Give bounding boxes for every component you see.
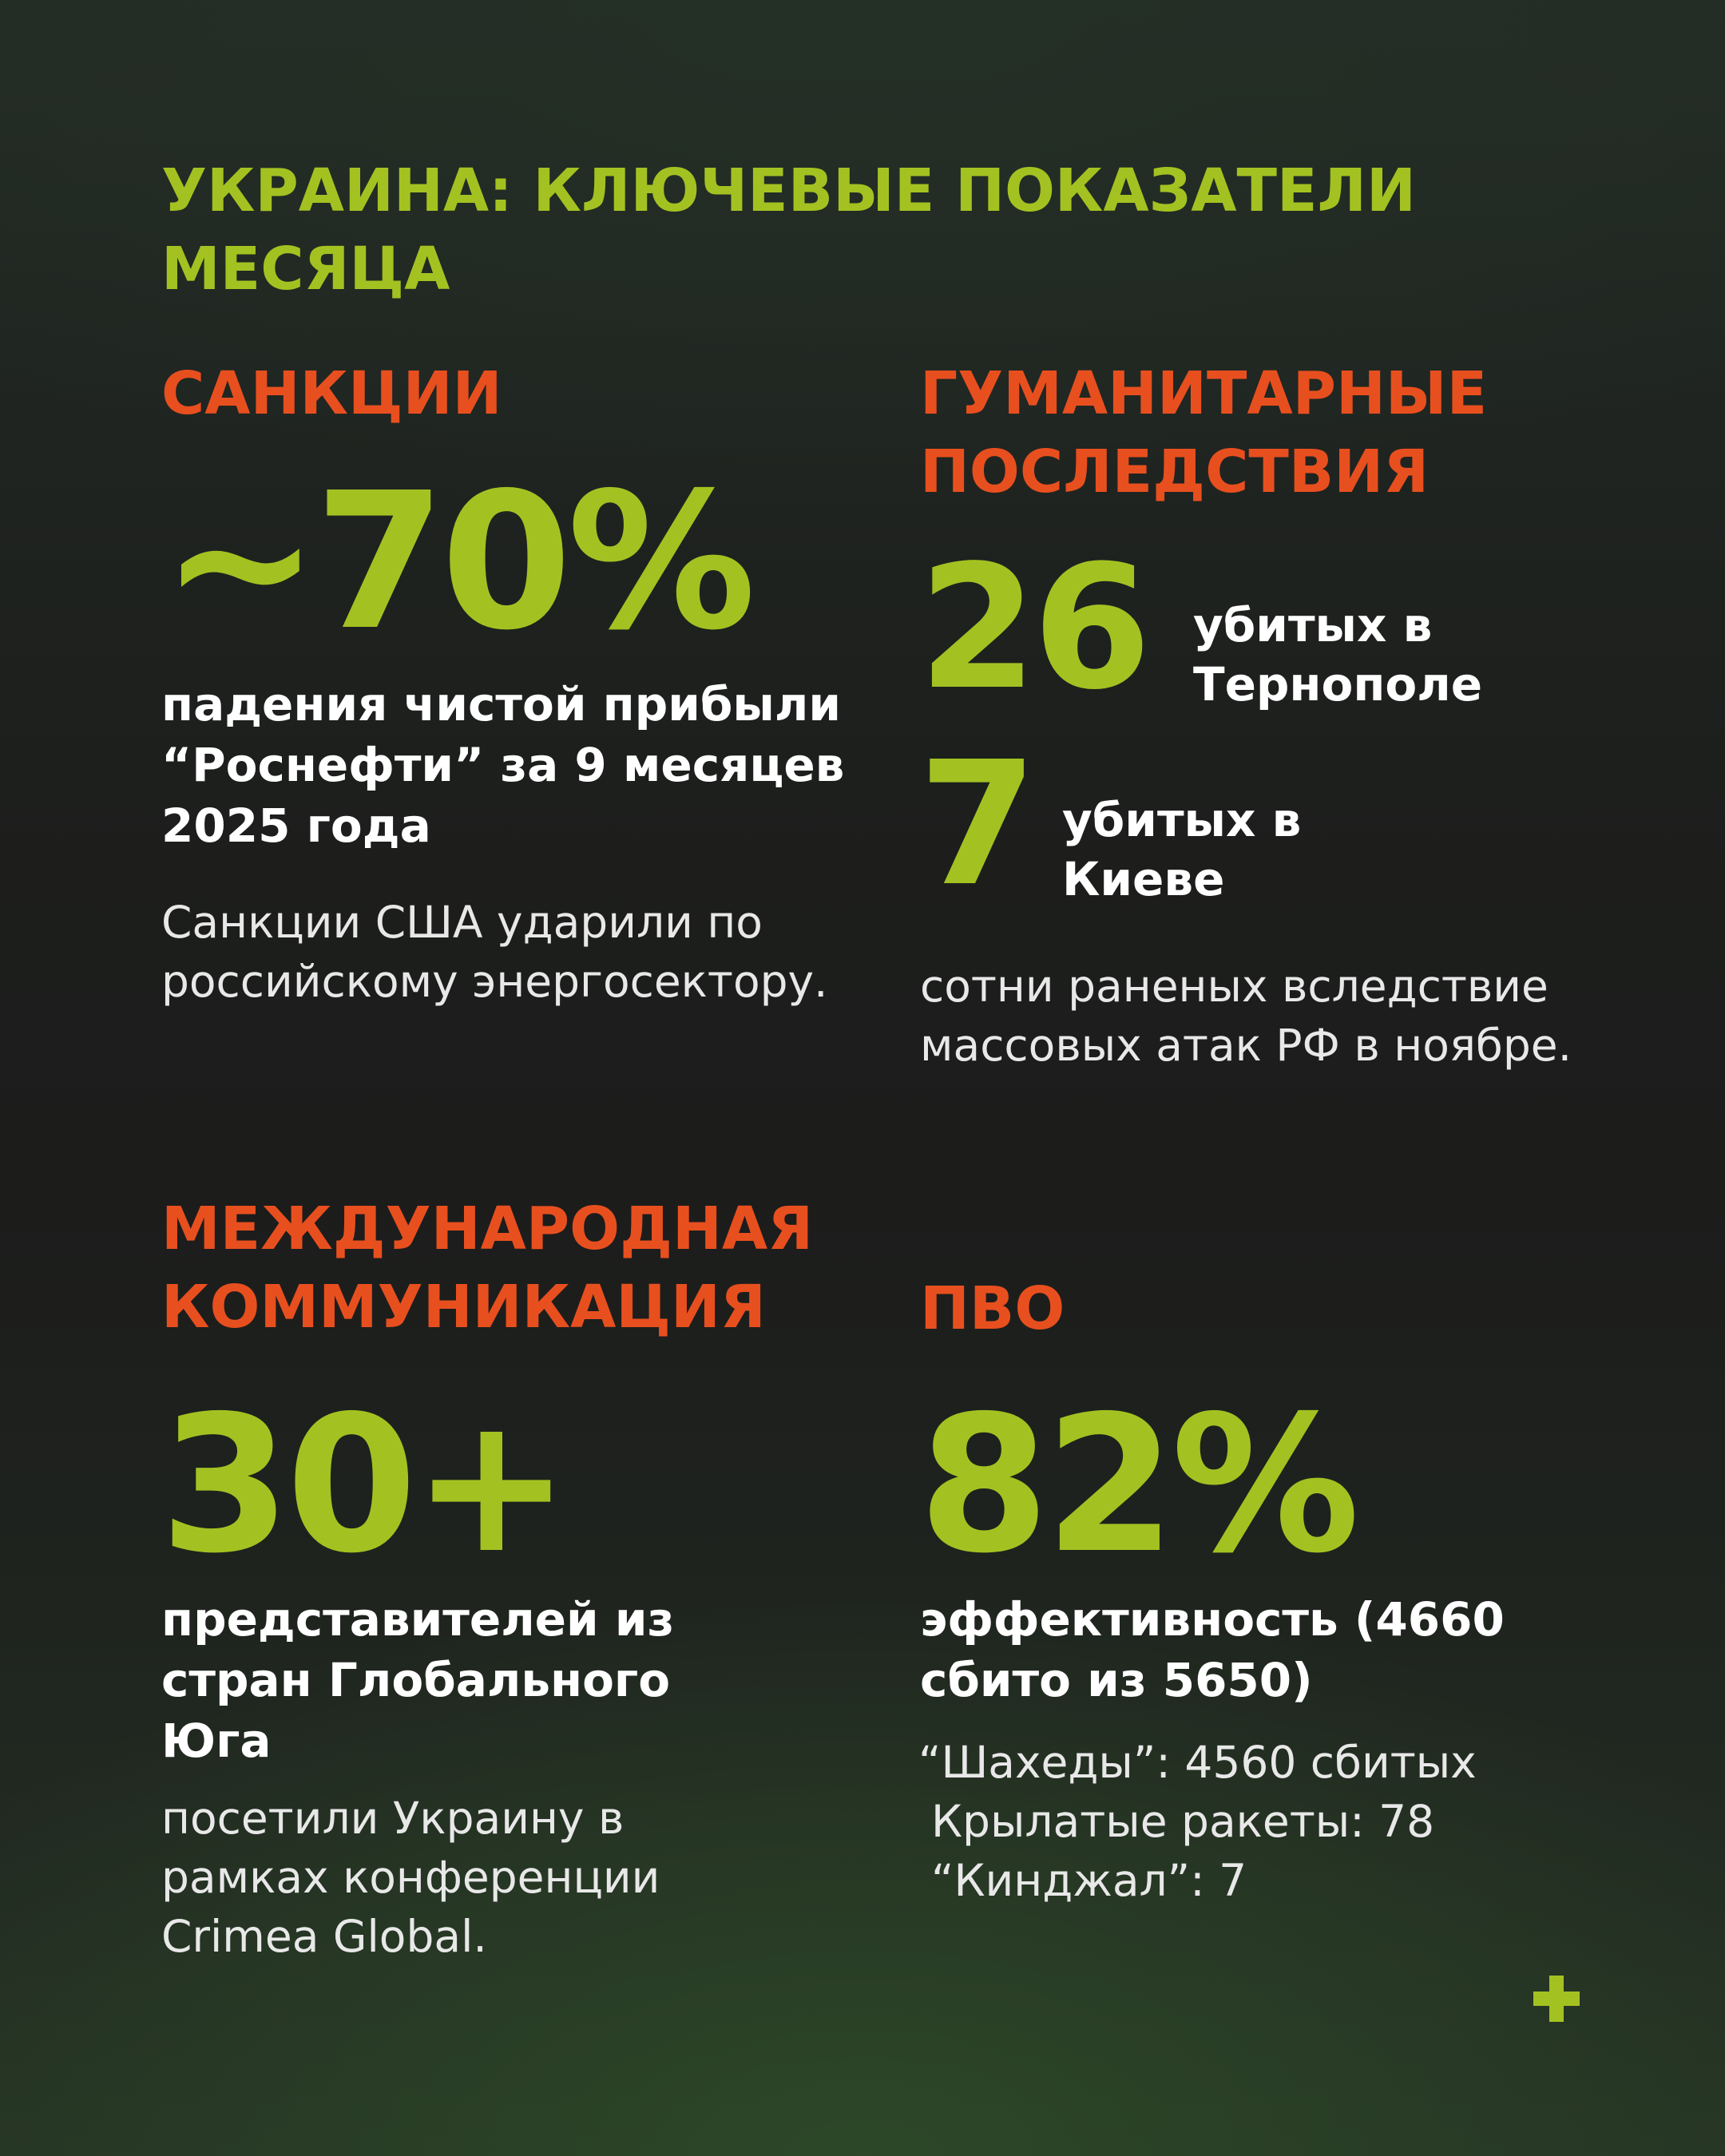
- air-defense-value: 82%: [918, 1375, 1355, 1595]
- communication-heading: МЕЖДУНАРОДНАЯ КОММУНИКАЦИЯ: [161, 1195, 814, 1342]
- air-defense-detail-kinzhal: “Кинджал”: 7: [931, 1855, 1247, 1906]
- communication-value: 30+: [160, 1375, 566, 1595]
- humanitarian-stat-label: убитых в Тернополе: [1193, 598, 1483, 711]
- sanctions-heading: САНКЦИИ: [161, 359, 502, 428]
- sanctions-lead: падения чистой прибыли “Роснефти” за 9 месяцев 2025 года: [161, 677, 845, 853]
- humanitarian-stat-label: убитых в Киеве: [1062, 793, 1302, 906]
- air-defense-details: [918, 1733, 1605, 1910]
- humanitarian-heading: ГУМАНИТАРНЫЕ ПОСЛЕДСТВИЯ: [920, 359, 1488, 506]
- humanitarian-stat-value: 26: [918, 529, 1147, 727]
- air-defense-lead: эффективность (4660 сбито из 5650): [920, 1592, 1505, 1707]
- humanitarian-stat-value: 7: [918, 725, 1033, 924]
- air-defense-heading: ПВО: [920, 1274, 1065, 1343]
- sanctions-value: ~70%: [161, 452, 751, 672]
- air-defense-detail-cruise: Крылатые ракеты: 78: [931, 1796, 1435, 1847]
- sanctions-description: Санкции США ударили по российскому энергосектору.: [161, 897, 828, 1007]
- communication-description: посетили Украину в рамках конференции Crimea Global.: [161, 1793, 660, 1962]
- plus-icon: [1533, 1976, 1580, 2022]
- air-defense-detail-shahed: “Шахеды”: 4560 сбитых: [918, 1737, 1477, 1788]
- humanitarian-description: сотни раненых вследствие массовых атак РФ в ноябре.: [920, 961, 1572, 1071]
- page-title: УКРАИНА: КЛЮЧЕВЫЕ ПОКАЗАТЕЛИ МЕСЯЦА: [161, 157, 1416, 303]
- communication-lead: представителей из стран Глобального Юга: [161, 1592, 675, 1768]
